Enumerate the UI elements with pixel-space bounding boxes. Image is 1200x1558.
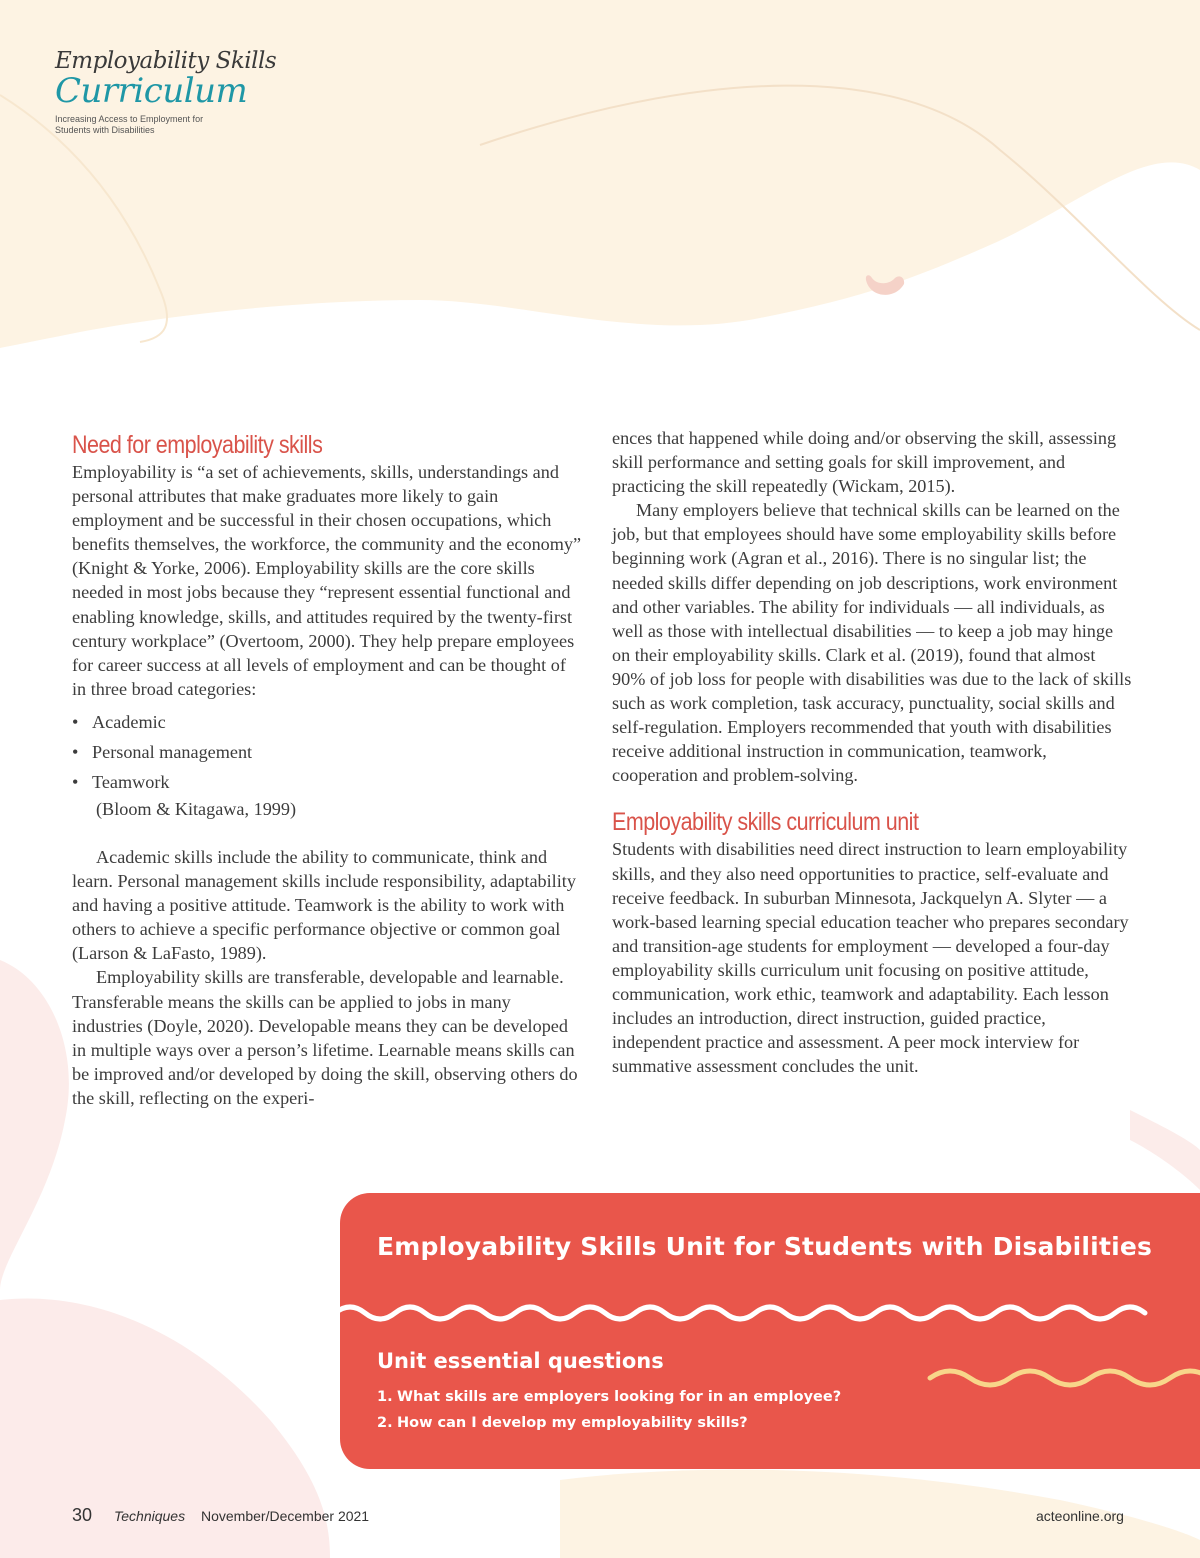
magazine-name: Techniques	[114, 1508, 186, 1524]
paragraph: Academic skills include the ability to communicate, think and learn. Personal management skills include responsibility, adaptability and having a positive attitude. Teamwork is the ability to work with others to achieve a specific performance objective or common goal (Larson & LaFasto, 1989).	[72, 846, 576, 964]
logo-tagline: Increasing Access to Employment for Students with Disabilities	[55, 114, 204, 135]
curriculum-logo	[55, 48, 276, 136]
list-item: • Teamwork	[72, 767, 584, 797]
list-item: • Personal management	[72, 737, 584, 767]
logo-title-line1: Employability Skills	[55, 48, 277, 74]
paragraph: Many employers believe that technical skills can be learned on the job, but that employees should have some employability skills before beginning work (Agran et al., 2016). There is no singular list; the needed skills differ depending on job descriptions, work environment and other variables. The ability for individuals — all individuals, as well as those with intellectual disabilities — to keep a job may hinge on their employability skills. Clark et al. (2019), found that almost 90% of job loss for people with disabilities was due to the lack of skills such as work completion, task accuracy, punctuality, social skills and self-regulation. Employers recommended that youth with disabilities receive additional instruction in communication, teamwork, cooperation and problem-solving.	[612, 500, 1132, 786]
callout-title: Employability Skills Unit for Students with Disabilities	[377, 1232, 1153, 1261]
right-column	[612, 426, 1132, 1078]
skill-categories-list	[72, 707, 584, 797]
left-column	[72, 430, 584, 1110]
website-link[interactable]: acteonline.org	[1036, 1508, 1124, 1524]
bullet-icon: •	[72, 771, 79, 792]
section-heading-unit: Employability skills curriculum unit	[612, 808, 919, 837]
paragraph: Students with disabilities need direct instruction to learn employability skills, and they also need opportunities to practice, self-evaluate and receive feedback. In suburban Minnesota, Jackquelyn A. Slyter — a work-based learning special education teacher who prepares secondary and transition-age students for employment — developed a four-day employability skills curriculum unit focusing on positive attitude, communication, work ethic, teamwork and adaptability. Each lesson includes an introduction, direct instruction, guided practice, independent practice and assessment. A peer mock interview for summative assessment concludes the unit.	[612, 839, 1129, 1077]
question-item: 2. How can I develop my employability skills?	[377, 1415, 748, 1431]
bullet-icon: •	[72, 741, 79, 762]
callout-subtitle: Unit essential questions	[377, 1349, 664, 1373]
logo-title-line2: Curriculum	[55, 71, 248, 111]
list-item: • Academic	[72, 707, 584, 737]
bullet-citation: (Bloom & Kitagawa, 1999)	[96, 798, 297, 819]
paragraph: Employability skills are transferable, developable and learnable. Transferable means the skills can be applied to jobs in many industries (Doyle, 2020). Developable means they can be developed in multiple ways over a person’s lifetime. Learnable means skills can be improved and/or developed by doing the skill, observing others do the skill, reflecting on the experi-	[72, 967, 578, 1108]
issue-date: November/December 2021	[201, 1508, 370, 1524]
page-number: 30	[72, 1505, 93, 1525]
paragraph-continuation: ences that happened while doing and/or observing the skill, assessing skill performance and setting goals for skill improvement, and practicing the skill repeatedly (Wickam, 2015).	[612, 428, 1117, 497]
bullet-icon: •	[72, 711, 79, 732]
intro-paragraph: Employability is “a set of achievements, skills, understandings and personal attributes that make graduates more likely to gain employment and be successful in their chosen occupations, which benefits themselves, the workforce, the community and the economy” (Knight & Yorke, 2006). Employability skills are the core skills needed in most jobs because they “represent essential functional and enabling knowledge, skills, and attitudes required by the twenty-first century workplace” (Overtoom, 2000). They help prepare employees for career success at all levels of employment and can be thought of in three broad categories:	[72, 462, 582, 699]
question-item: 1. What skills are employers looking for in an employee?	[377, 1389, 842, 1405]
section-heading-need: Need for employability skills	[72, 431, 323, 459]
